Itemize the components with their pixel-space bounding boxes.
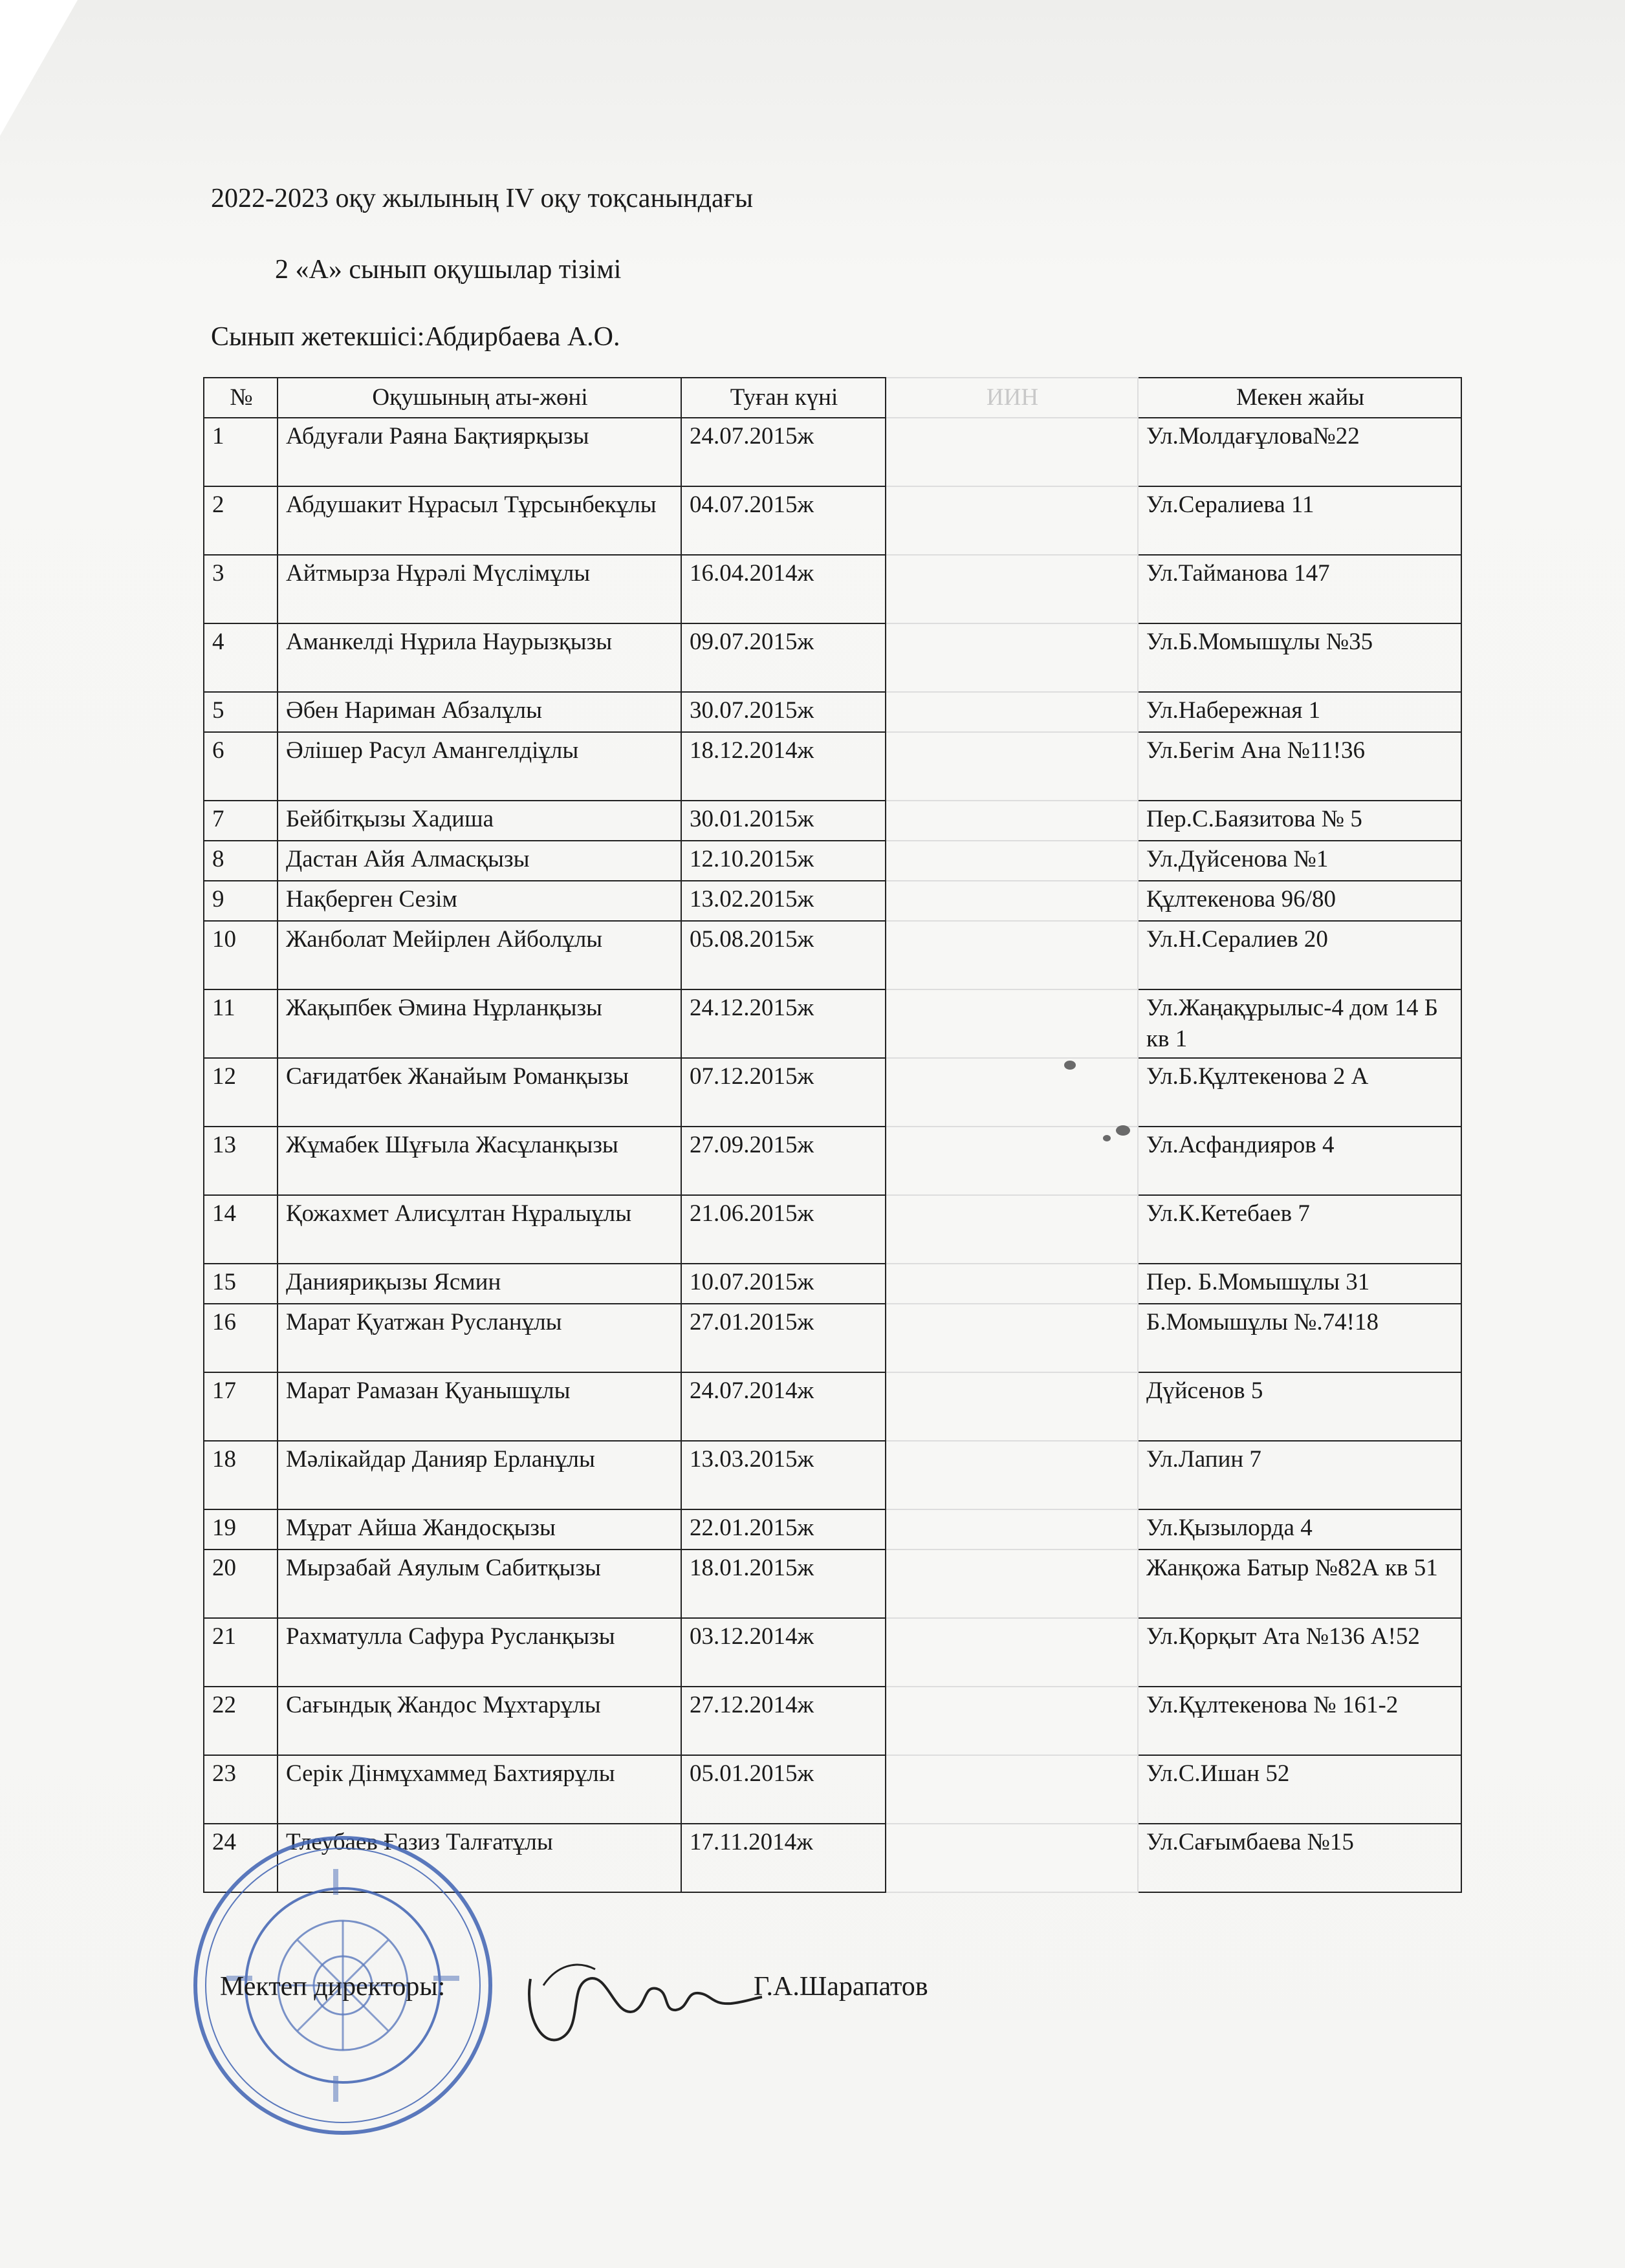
cell-birth-date: 18.12.2014ж (681, 732, 886, 801)
folded-corner (0, 0, 78, 136)
cell-number: 8 (204, 841, 278, 881)
cell-student-name: Рахматулла Сафура Русланқызы (278, 1618, 681, 1687)
cell-number: 23 (204, 1755, 278, 1824)
cell-birth-date: 05.01.2015ж (681, 1755, 886, 1824)
cell-number: 19 (204, 1509, 278, 1550)
table-body (204, 418, 1461, 1892)
cell-number: 12 (204, 1058, 278, 1127)
cell-birth-date: 10.07.2015ж (681, 1264, 886, 1304)
cell-iin-blank (886, 1509, 1138, 1550)
cell-iin-blank (886, 1441, 1138, 1509)
cell-number: 21 (204, 1618, 278, 1687)
cell-birth-date: 07.12.2015ж (681, 1058, 886, 1127)
cell-student-name: Данияриқызы Ясмин (278, 1264, 681, 1304)
cell-number: 10 (204, 921, 278, 989)
cell-student-name: Әлішер Расул Амангелдіұлы (278, 732, 681, 801)
table-row (204, 1550, 1461, 1618)
cell-iin-blank (886, 692, 1138, 732)
cell-student-name: Айтмырза Нұрәлі Мүслімұлы (278, 555, 681, 623)
cell-number: 1 (204, 418, 278, 486)
table-row (204, 1441, 1461, 1509)
table-row (204, 1618, 1461, 1687)
cell-student-name: Әбен Нариман Абзалұлы (278, 692, 681, 732)
cell-iin-blank (886, 1264, 1138, 1304)
director-signature (518, 1940, 763, 2050)
scan-speck (1064, 1061, 1076, 1070)
column-header-iin: ИИН (886, 378, 1138, 418)
cell-address: Құлтекенова 96/80 (1138, 881, 1461, 921)
cell-address: Жанқожа Батыр №82А кв 51 (1138, 1550, 1461, 1618)
cell-birth-date: 27.09.2015ж (681, 1127, 886, 1195)
cell-number: 4 (204, 623, 278, 692)
cell-iin-blank (886, 623, 1138, 692)
cell-address: Ул.С.Ишан 52 (1138, 1755, 1461, 1824)
cell-iin-blank (886, 1824, 1138, 1892)
cell-birth-date: 16.04.2014ж (681, 555, 886, 623)
cell-iin-blank (886, 732, 1138, 801)
cell-birth-date: 13.03.2015ж (681, 1441, 886, 1509)
table-row (204, 841, 1461, 881)
cell-address: Ул.Б.Момышұлы №35 (1138, 623, 1461, 692)
cell-iin-blank (886, 801, 1138, 841)
cell-iin-blank (886, 1372, 1138, 1441)
cell-birth-date: 09.07.2015ж (681, 623, 886, 692)
cell-number: 16 (204, 1304, 278, 1372)
cell-birth-date: 03.12.2014ж (681, 1618, 886, 1687)
cell-student-name: Жанболат Мейірлен Айболұлы (278, 921, 681, 989)
cell-iin-blank (886, 989, 1138, 1058)
cell-address: Пер. Б.Момышұлы 31 (1138, 1264, 1461, 1304)
cell-address: Ул.Құлтекенова № 161-2 (1138, 1687, 1461, 1755)
cell-student-name: Абдушакит Нұрасыл Тұрсынбекұлы (278, 486, 681, 555)
table-row (204, 1058, 1461, 1127)
cell-birth-date: 17.11.2014ж (681, 1824, 886, 1892)
table-row (204, 418, 1461, 486)
cell-number: 6 (204, 732, 278, 801)
cell-address: Б.Момышұлы №.74!18 (1138, 1304, 1461, 1372)
cell-student-name: Дастан Айя Алмасқызы (278, 841, 681, 881)
cell-number: 9 (204, 881, 278, 921)
cell-address: Дүйсенов 5 (1138, 1372, 1461, 1441)
cell-birth-date: 13.02.2015ж (681, 881, 886, 921)
cell-student-name: Нақберген Сезім (278, 881, 681, 921)
cell-iin-blank (886, 841, 1138, 881)
cell-number: 2 (204, 486, 278, 555)
student-roster-table (203, 377, 1462, 1893)
cell-iin-blank (886, 921, 1138, 989)
cell-address: Ул.Молдағұлова№22 (1138, 418, 1461, 486)
cell-student-name: Марат Рамазан Қуанышұлы (278, 1372, 681, 1441)
table-row (204, 1264, 1461, 1304)
cell-student-name: Аманкелді Нұрила Наурызқызы (278, 623, 681, 692)
cell-student-name: Сағидатбек Жанайым Романқызы (278, 1058, 681, 1127)
cell-birth-date: 12.10.2015ж (681, 841, 886, 881)
cell-address: Ул.Қызылорда 4 (1138, 1509, 1461, 1550)
cell-number: 14 (204, 1195, 278, 1264)
cell-student-name: Абдуғали Раяна Бақтиярқызы (278, 418, 681, 486)
cell-number: 24 (204, 1824, 278, 1892)
cell-address: Ул.Қорқыт Ата №136 А!52 (1138, 1618, 1461, 1687)
cell-address: Ул.Бегім Ана №11!36 (1138, 732, 1461, 801)
cell-iin-blank (886, 555, 1138, 623)
scan-speck (1103, 1135, 1111, 1141)
cell-birth-date: 24.07.2015ж (681, 418, 886, 486)
cell-iin-blank (886, 1195, 1138, 1264)
cell-address: Ул.Лапин 7 (1138, 1441, 1461, 1509)
cell-address: Пер.С.Баязитова № 5 (1138, 801, 1461, 841)
table-row (204, 989, 1461, 1058)
cell-student-name: Жұмабек Шұғыла Жасұланқызы (278, 1127, 681, 1195)
cell-iin-blank (886, 1550, 1138, 1618)
class-list-title: 2 «А» сынып оқушылар тізімі (275, 255, 622, 285)
director-label: Мектеп директоры: (220, 1972, 446, 2002)
cell-iin-blank (886, 1687, 1138, 1755)
column-header-number: № (204, 378, 278, 418)
cell-birth-date: 22.01.2015ж (681, 1509, 886, 1550)
cell-address: Ул.Н.Сералиев 20 (1138, 921, 1461, 989)
cell-number: 7 (204, 801, 278, 841)
table-row (204, 1372, 1461, 1441)
scan-speck (1116, 1125, 1130, 1136)
cell-student-name: Серік Дінмұхаммед Бахтиярұлы (278, 1755, 681, 1824)
director-name: Г.А.Шарапатов (754, 1972, 928, 2002)
cell-number: 22 (204, 1687, 278, 1755)
table-row (204, 1687, 1461, 1755)
table-row (204, 1755, 1461, 1824)
table-row (204, 881, 1461, 921)
table-row (204, 692, 1461, 732)
table-row (204, 1127, 1461, 1195)
cell-iin-blank (886, 486, 1138, 555)
cell-student-name: Бейбітқызы Хадиша (278, 801, 681, 841)
cell-birth-date: 04.07.2015ж (681, 486, 886, 555)
table-row (204, 732, 1461, 801)
cell-birth-date: 24.07.2014ж (681, 1372, 886, 1441)
cell-birth-date: 24.12.2015ж (681, 989, 886, 1058)
cell-number: 17 (204, 1372, 278, 1441)
table-row (204, 623, 1461, 692)
cell-address: Ул.Дүйсенова №1 (1138, 841, 1461, 881)
column-header-name: Оқушының аты-жөні (278, 378, 681, 418)
cell-iin-blank (886, 1127, 1138, 1195)
cell-student-name: Тлеубаев Ғазиз Талғатұлы (278, 1824, 681, 1892)
cell-number: 20 (204, 1550, 278, 1618)
column-header-dob: Туған күні (681, 378, 886, 418)
cell-student-name: Қожахмет Алисұлтан Нұралыұлы (278, 1195, 681, 1264)
table-row (204, 1195, 1461, 1264)
cell-address: Ул.Асфандияров 4 (1138, 1127, 1461, 1195)
cell-number: 18 (204, 1441, 278, 1509)
table-row (204, 1304, 1461, 1372)
table-row (204, 1509, 1461, 1550)
cell-birth-date: 05.08.2015ж (681, 921, 886, 989)
cell-birth-date: 30.07.2015ж (681, 692, 886, 732)
table-header-row (204, 378, 1461, 418)
cell-address: Ул.Сералиева 11 (1138, 486, 1461, 555)
cell-number: 13 (204, 1127, 278, 1195)
cell-student-name: Мұрат Айша Жандосқызы (278, 1509, 681, 1550)
cell-address: Ул.Тайманова 147 (1138, 555, 1461, 623)
cell-address: Ул.Б.Құлтекенова 2 А (1138, 1058, 1461, 1127)
cell-birth-date: 27.01.2015ж (681, 1304, 886, 1372)
table-row (204, 486, 1461, 555)
cell-number: 11 (204, 989, 278, 1058)
table-row (204, 555, 1461, 623)
class-teacher-line: Сынып жетекшісі:Абдирбаева А.О. (211, 322, 620, 352)
document-title-line: 2022-2023 оқу жылының IV оқу тоқсанындағы (211, 184, 754, 213)
cell-student-name: Мәлікайдар Данияр Ерланұлы (278, 1441, 681, 1509)
cell-iin-blank (886, 1058, 1138, 1127)
cell-student-name: Жақыпбек Әмина Нұрланқызы (278, 989, 681, 1058)
cell-number: 15 (204, 1264, 278, 1304)
cell-iin-blank (886, 1618, 1138, 1687)
cell-iin-blank (886, 418, 1138, 486)
cell-iin-blank (886, 1304, 1138, 1372)
cell-birth-date: 18.01.2015ж (681, 1550, 886, 1618)
cell-birth-date: 21.06.2015ж (681, 1195, 886, 1264)
cell-student-name: Марат Қуатжан Русланұлы (278, 1304, 681, 1372)
cell-number: 5 (204, 692, 278, 732)
cell-address: Ул.К.Кетебаев 7 (1138, 1195, 1461, 1264)
cell-birth-date: 27.12.2014ж (681, 1687, 886, 1755)
table-row (204, 801, 1461, 841)
cell-address: Ул.Сағымбаева №15 (1138, 1824, 1461, 1892)
cell-address: Ул.Жаңақұрылыс-4 дом 14 Б кв 1 (1138, 989, 1461, 1058)
cell-student-name: Мырзабай Аяулым Сабитқызы (278, 1550, 681, 1618)
cell-student-name: Сағындық Жандос Мұхтарұлы (278, 1687, 681, 1755)
cell-number: 3 (204, 555, 278, 623)
table-row (204, 921, 1461, 989)
column-header-address: Мекен жайы (1138, 378, 1461, 418)
cell-iin-blank (886, 1755, 1138, 1824)
cell-iin-blank (886, 881, 1138, 921)
cell-address: Ул.Набережная 1 (1138, 692, 1461, 732)
cell-birth-date: 30.01.2015ж (681, 801, 886, 841)
